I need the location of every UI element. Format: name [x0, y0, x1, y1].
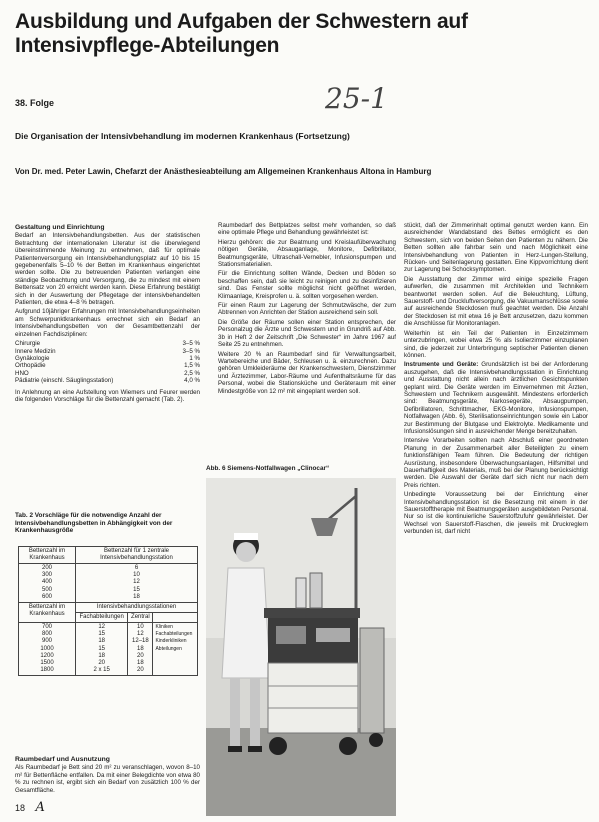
cell-value: 15 — [98, 645, 106, 652]
inline-heading: Instrumente und Geräte: — [404, 361, 479, 369]
side-note: Kinderkliniken — [155, 638, 187, 645]
percent-value: 1 % — [189, 354, 200, 362]
column-left — [15, 222, 200, 405]
table-cell — [19, 564, 76, 603]
cell-value: 20 — [137, 652, 144, 659]
cell-value: 10 — [133, 572, 140, 579]
percent-label: Innere Medizin — [15, 347, 56, 355]
cell-value: 500 — [41, 586, 52, 593]
paragraph-text: Grundsätzlich ist bei der Anforderung auszugehen, daß die Intensivbehandlungsstation in Einrichtung und Ausstattung nicht allein nach ärztlichen Gesichtspunkten geplant wird. Die Geräte werden im Einvernehmen mit Ärzten, Schwestern und Technikern ausgewählt. Mindestens erforderlich sind: Beatmungsgeräte, Narkosegeräte, Absaugpumpen, Defibrillatoren, Schrittmacher, EKG-Monitore, Infusionspumpen, Notfallwagen (Abb. 6), Sterilisationseinrichtungen sowie ein Labor zur Bestimmung der Blutgase und Elektrolyte. Medikamente und Infusionslösungen sind in ausreichender Menge bereitzuhalten. — [404, 361, 588, 435]
table-header — [153, 613, 198, 623]
bed-table — [18, 546, 198, 676]
paragraph: stückt, daß der Zimmerinhalt optimal genutzt werden kann. Ein ausreichender Wandabstand des Bettes ermöglicht es den Schwestern, sich von beiden Seiten den Patienten zu nähern. Die Betten sollten alle fahrbar sein und nach Möglichkeit eine Intensivbehandlung von Patienten in Herz-Lungen-Stellung, Rücken- und Seitenlagerung gestatten. Eine Kippvorrichtung dient zur Lagerung bei Schocksymptomen. — [404, 222, 588, 274]
paragraph: Weitere 20 % an Raumbedarf sind für Verwaltungsarbeit, Wartebereiche und Bäder, Schleusen u. ä. einzurechnen. Dazu gehören Umkleideräume der Krankenschwestern, Dienstzimmer und Ärztezimmer, Labor-Räume und Aufenthaltsräume für das Personal, wobei die Stationsküche und Geräteraum mit einer Mindestgröße von 12 m² mit eingeplant werden soll. — [218, 350, 396, 395]
cell-value: 12 — [133, 579, 140, 586]
percent-value: 4,0 % — [184, 377, 200, 385]
cell-value: 1800 — [40, 667, 54, 674]
series-number: 38. Folge — [15, 98, 55, 108]
nurse-with-cart-photo — [206, 478, 396, 816]
percent-label: Gynäkologie — [15, 354, 50, 362]
page-number — [15, 800, 45, 815]
table-caption: Tab. 2 Vorschläge für die notwendige Anzahl der Intensivbehandlungsbetten in Abhängigkeit von der Krankenhausgröße — [15, 512, 173, 535]
cell-value: 900 — [41, 638, 52, 645]
paragraph: Die Größe der Räume sollen einer Station entsprechen, der Personalzug die Ärzte und Schwestern und in Grundriß auf Abb. 3b in Heft 2 der Zeitschrift „Die Schwester“ im Jahre 1967 auf Seite 25 zu entnehmen. — [218, 318, 396, 349]
paragraph: Bedarf an Intensivbehandlungsbetten. Aus der statistischen Betrachtung der internationalen Literatur ist die überwiegend übereinstimmende Meinung zu entnehmen, daß für optimale Patientenversorgung ein Intensivbehandlungsplatz auf 10 bis 15 gegebenenfalls 5–10 % der Betten im Krankenhaus eingerichtet werden sollte. Die zu betreuenden Patienten verlangen eine ständige Beobachtung und Versorgung, die zu mindest mit einem Bettensatz von 20 erreicht werden kann. Diese Erfahrung bestätigt sich in der Auswertung der Pflegetage der intensivbehandelten Patienten, die etwa 4–8 % betragen. — [15, 232, 200, 307]
percent-value: 1,5 % — [184, 362, 200, 370]
paragraph: In Anlehnung an eine Aufstellung von Wiemers und Feurer werden die folgenden Vorschläge für die Bettenzahl gemacht (Tab. 2). — [15, 388, 200, 403]
cell-value: 20 — [137, 667, 144, 674]
paragraph: Intensive Vorarbeiten sollten nach Abschluß einer geordneten Planung in der Zusammenarbeit aller Beteiligten zu einem funktionsfähigen Team führen. Die Bedeutung der richtigen Ausrüstung, insbesondere Überwachungsanlagen, Hilfsmittel und Dauerhaftigkeit des Materials, muß bei der Planung berücksichtigt werden. Die Auswahl der Geräte darf sich nicht nur nach dem Preis richten. — [404, 437, 588, 489]
cell-value: 300 — [41, 572, 52, 579]
figure-caption: Abb. 6 Siemens-Notfallwagen „Clinocar“ — [206, 465, 330, 472]
table-header: Bettenzahl im Krankenhaus — [19, 547, 76, 564]
section-heading: Gestaltung und Einrichtung — [15, 224, 105, 231]
section-heading: Raumbedarf und Ausnutzung — [15, 756, 110, 763]
cell-value: 700 — [41, 624, 52, 631]
cell-value: 18 — [137, 660, 144, 667]
paragraph: Für einen Raum zur Lagerung der Schmutzwäsche, der zum Abtrennen von Anrichten der Station ausreichend sein soll. — [218, 302, 396, 317]
table-header: Bettenzahl im Krankenhaus — [19, 603, 76, 623]
percent-label: Pädiatrie (einschl. Säuglingsstation) — [15, 377, 114, 385]
cell-value: 1200 — [40, 652, 54, 659]
article-title: Ausbildung und Aufgaben der Schwestern auf Intensivpflege-Abteilungen — [15, 10, 468, 57]
table-cell — [153, 623, 198, 676]
paragraph: Als Raumbedarf je Bett sind 20 m² zu veranschlagen, wovon 8–10 m² für Bettenfläche entfallen. Da mit einer Belegdichte von etwa 80 % zu rechnen ist, ergibt sich ein Bedarf von zusätzlich 100 % der Gesamtfläche. — [15, 764, 200, 794]
article-subtitle: Die Organisation der Intensivbehandlung im modernen Krankenhaus (Fortsetzung) — [15, 131, 350, 141]
handwritten-note: 25-1 — [325, 82, 388, 115]
cell-value: 12 — [98, 624, 106, 631]
table-header: Bettenzahl für 1 zentrale Intensivbehandlungsstation — [76, 547, 198, 564]
cell-value: 600 — [41, 593, 52, 600]
percent-label: Chirurgie — [15, 340, 41, 348]
page-mark: A — [35, 800, 45, 815]
table-cell — [19, 623, 76, 676]
cell-value: 18 — [133, 593, 140, 600]
cell-value: 10 — [137, 624, 144, 631]
cell-value: 18 — [98, 638, 106, 645]
paragraph: Die Ausstattung der Zimmer wird einige spezielle Fragen aufwerfen, die zusammen mit Architekten und Technikern beantwortet werden sollen. Auf die Beleuchtung, Lüftung, Sauerstoff- und Druckluftversorgung, die Vakuumanschlüsse sowie auf ausreichende Steckdosen muß geachtet werden. Die Anzahl der Steckdosen ist mit etwa 16 je Bett anzusetzen, dazu kommen die Anschlüsse für Monitoranlagen. — [404, 275, 588, 328]
table-cell — [76, 564, 198, 603]
cell-value: 800 — [41, 631, 52, 638]
percent-value: 2,5 % — [184, 369, 200, 377]
cell-value: 6 — [134, 565, 139, 571]
column-right — [404, 222, 588, 822]
side-note: Abteilungen — [155, 645, 182, 652]
percent-value: 3–5 % — [182, 347, 200, 355]
cell-value: 15 — [98, 631, 106, 638]
cell-value: 12–18 — [132, 638, 149, 645]
table-header: Fachabteilungen — [76, 613, 128, 623]
percent-label: HNO — [15, 369, 29, 377]
column-middle — [218, 222, 396, 462]
column-left-bottom — [15, 754, 200, 796]
cell-value: 1000 — [40, 645, 54, 652]
table-header: Zentral — [128, 613, 153, 623]
paragraph: Für die Einrichtung sollten Wände, Decken und Böden so beschaffen sein, daß sie leicht zu reinigen und zu desinfizieren sind. Das Fenster sollte möglichst nicht geöffnet werden, Klimaanlage, Kreisprofen u. ä. sollten vorgesehen werden. — [218, 270, 396, 300]
cell-value: 18 — [137, 645, 144, 652]
paragraph — [404, 361, 588, 435]
percent-label: Orthopädie — [15, 362, 46, 370]
paragraph: Weiterhin ist ein Teil der Patienten in Einzelzimmern unterzubringen, wobei etwa 25 % als Isolierzimmer einzuplanen sind, die jederzeit zur Unterbringung septischer Patienten dienen können. — [404, 329, 588, 359]
cell-value: 1500 — [40, 660, 54, 667]
page-number-value: 18 — [15, 803, 26, 813]
cell-value: 400 — [41, 579, 52, 586]
cell-value: 12 — [137, 631, 144, 638]
cell-value: 20 — [98, 660, 106, 667]
percent-value: 3–5 % — [182, 340, 200, 348]
paragraph: Unbedingte Voraussetzung bei der Einrichtung einer Intensivbehandlungsstation ist die Besetzung mit einem in der Sauerstofftherapie mit Beatmungsgeräten ausgebildeten Personal. Nur so ist die kontinuierliche Sauerstoffzufuhr gewährleistet. Der Wechsel von Sauerstoff-Flaschen, die jeweils mit Druckreglern verbunden ist, darf nicht — [404, 491, 588, 536]
side-note: Fachabteilungen — [155, 631, 193, 638]
table-cell — [76, 623, 128, 676]
author-line: Von Dr. med. Peter Lawin, Chefarzt der Anästhesieabteilung am Allgemeinen Krankenhaus Altona in Hamburg — [15, 167, 432, 176]
percentage-list — [15, 340, 200, 384]
paragraph: Aufgrund 10jähriger Erfahrungen mit Intensivbehandlungseinheiten am Schwerpunktkrankenhaus errechnet sich ein Bedarf an Intensivbehandlungsbetten von der Gesamtbettenzahl der einzelnen Fachdisziplinen: — [15, 308, 200, 338]
cell-value: 2 x 15 — [93, 667, 110, 674]
paragraph: Raumbedarf des Bettplatzes selbst mehr vorhanden, so daß eine optimale Pflege und Behandlung gewährleistet ist: — [218, 222, 396, 237]
cell-value: 15 — [133, 586, 140, 593]
paragraph: Hierzu gehören: die zur Beatmung und Kreislaufüberwachung nötigen Geräte, Absauganlage, Monitore, Defibrillator, Beatmungsgeräte, Ultraschall-Vernebler, Infusionspumpen und Stationsmaterialien. — [218, 238, 396, 269]
cell-value: 18 — [98, 652, 106, 659]
table-header: Intensivbehandlungsstationen — [76, 603, 198, 613]
table-cell — [128, 623, 153, 676]
cell-value: 200 — [41, 565, 52, 571]
side-note: Kliniken — [155, 624, 173, 631]
